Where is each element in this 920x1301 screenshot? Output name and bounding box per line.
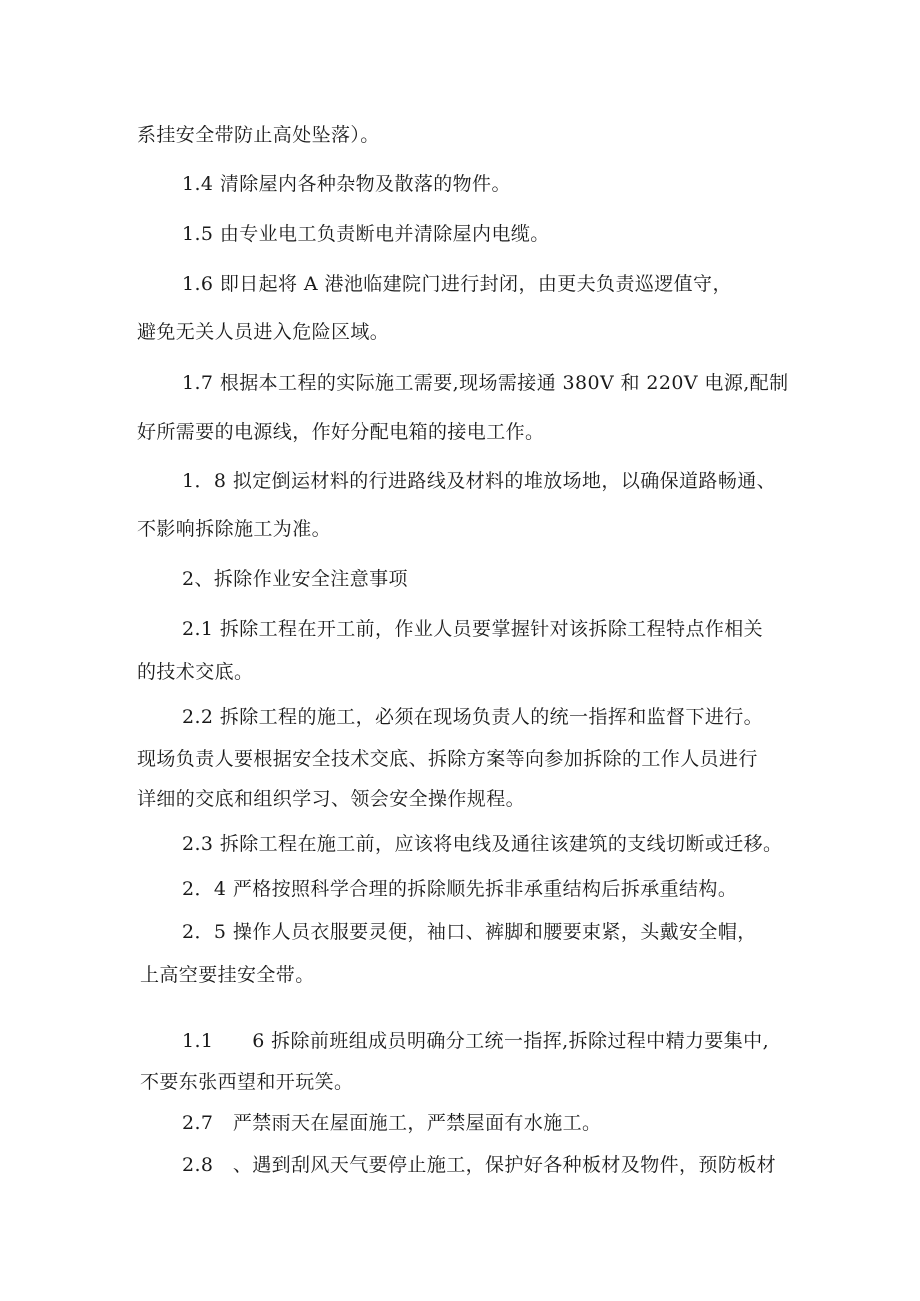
paragraph-line: 1.1 6 拆除前班组成员明确分工统一指挥,拆除过程中精力要集中,	[182, 1030, 770, 1052]
paragraph-line: 2.8 、遇到刮风天气要停止施工，保护好各种板材及物件，预防板材	[182, 1154, 777, 1176]
paragraph-line: 详细的交底和组织学习、领会安全操作规程。	[137, 788, 526, 810]
paragraph-line: 2.3 拆除工程在施工前，应该将电线及通往该建筑的支线切断或迁移。	[182, 833, 783, 855]
paragraph-line: 避免无关人员进入危险区域。	[137, 321, 390, 343]
paragraph-line: 2．5 操作人员衣服要灵便，袖口、裤脚和腰要束紧，头戴安全帽，	[182, 921, 757, 943]
paragraph-line: 2.2 拆除工程的施工，必须在现场负责人的统一指挥和监督下进行。	[182, 706, 764, 728]
paragraph-line: 1.7 根据本工程的实际施工需要,现场需接通 380V 和 220V 电源,配制	[182, 372, 789, 394]
paragraph-line: 2.7 严禁雨天在屋面施工，严禁屋面有水施工。	[182, 1112, 602, 1134]
paragraph-line: 2．4 严格按照科学合理的拆除顺先拆非承重结构后拆承重结构。	[182, 878, 738, 900]
paragraph-line: 好所需要的电源线，作好分配电箱的接电工作。	[137, 421, 545, 443]
paragraph-line: 不要东张西望和开玩笑。	[140, 1071, 354, 1093]
paragraph-line: 现场负责人要根据安全技术交底、拆除方案等向参加拆除的工作人员进行	[137, 748, 758, 770]
paragraph-line: 上高空要挂安全带。	[140, 964, 315, 986]
paragraph-line: 1.6 即日起将 A 港池临建院门进行封闭，由更夫负责巡逻值守，	[182, 273, 732, 295]
section-heading: 2、拆除作业安全注意事项	[182, 568, 408, 590]
paragraph-line: 不影响拆除施工为准。	[137, 518, 332, 540]
paragraph-line: 1.5 由专业电工负责断电并清除屋内电缆。	[182, 223, 550, 245]
paragraph-line: 1.4 清除屋内各种杂物及散落的物件。	[182, 173, 511, 195]
paragraph-line: 的技术交底。	[137, 661, 254, 683]
paragraph-line: 2.1 拆除工程在开工前，作业人员要掌握针对该拆除工程特点作相关	[182, 618, 764, 640]
paragraph-line: 系挂安全带防止高处坠落）。	[137, 124, 380, 146]
paragraph-line: 1．8 拟定倒运材料的行进路线及材料的堆放场地，以确保道路畅通、	[182, 470, 777, 492]
